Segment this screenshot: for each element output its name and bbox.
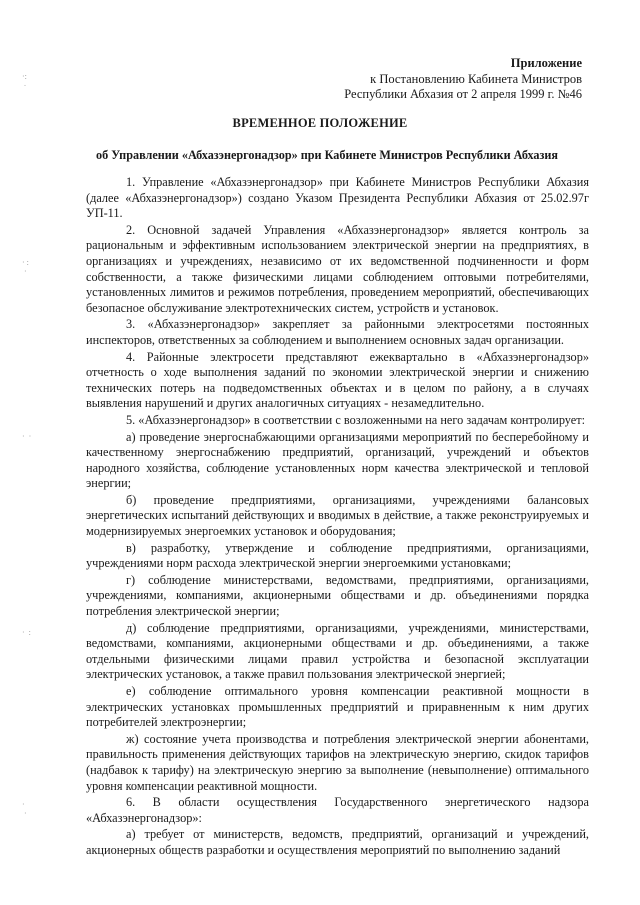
paragraph: 5. «Абхазэнергонадзор» в соответствии с возложенными на него задачам контролирует: — [126, 412, 586, 427]
paragraph: б) проведение предприятиями, организациями, учреждениями балансовых энергетических испытаний действующих и вводимых в действие, а также реконструируемых и модернизируемых энергоемких установок и оборудования; — [86, 492, 589, 539]
appendix-line: к Постановлению Кабинета Министров — [370, 71, 582, 86]
paragraph: е) соблюдение оптимального уровня компенсации реактивной мощности в электрических установках промышленных предприятий и приравненным к ним других потребителей электроэнергии; — [86, 684, 589, 730]
punch-hole-mark: · · — [22, 800, 27, 818]
paragraph: 1. Управление «Абхазэнергонадзор» при Кабинете Министров Республики Абхазия (далее «Абхазэнергонадзор») создано Указом Президента Республики Абхазия от 25.02.97г УП-11. — [86, 175, 589, 221]
appendix-heading: Приложение — [510, 56, 582, 70]
punch-hole-mark: · : — [22, 628, 31, 637]
paragraph: а) требует от министерств, ведомств, предприятий, организаций и учреждений, акционерных обществ разработки и осуществления мероприятий по выполнению заданий — [86, 827, 589, 857]
document-title: ВРЕМЕННОЕ ПОЛОЖЕНИЕ — [232, 116, 408, 130]
paragraph: а) проведение энергоснабжающими организациями мероприятий по бесперебойному и качественному энергоснабжению предприятий, организаций, учреждений и объектов народного хозяйства, соблюдение установленных норм качества электрической и тепловой энергии; — [86, 429, 589, 491]
punch-hole-mark: · · — [22, 432, 32, 441]
paragraph: 4. Районные электросети представляют ежеквартально в «Абхазэнергонадзор» отчетность о ходе выполнения заданий по экономии электрической энергии и снижению технических потерь на подведомственных объектах и в целом по району, а в случаях выявления нарушений и других аналогичных ситуациях - незамедлительно. — [86, 349, 589, 411]
punch-hole-mark: · : · — [22, 258, 29, 276]
paragraph: в) разработку, утверждение и соблюдение предприятиями, организациями, учреждениями норм расхода электрической энергии энергоемкими установками; — [86, 540, 589, 571]
appendix-line: Республики Абхазия от 2 апреля 1999 г. №46 — [344, 87, 582, 101]
punch-hole-mark: ·: ∙ — [22, 72, 27, 90]
paragraph: 6. В области осуществления Государственного энергетического надзора «Абхазэнергонадзор»: — [86, 795, 589, 825]
paragraph: д) соблюдение предприятиями, организациями, учреждениями, министерствами, ведомствами, компаниями, акционерными обществами и др. объединениями, а также отдельными физическими лицами правил устройства и безопасной эксплуатации электрических установок, а также правил пользования электрической энергией; — [86, 620, 589, 682]
paragraph: ж) состояние учета производства и потребления электрической энергии абонентами, правильность применения действующих тарифов на электрическую энергию, скидок тарифов (надбавок к тарифу) на электрическую энергию за выполнение (невыполнение) оптимального уровня компенсации реактивной мощности. — [86, 731, 589, 793]
document-body — [86, 175, 589, 860]
paragraph: г) соблюдение министерствами, ведомствами, предприятиями, организациями, учреждениями, компаниями, акционерными обществами и др. объединениями порядка потребления электрической энергии; — [86, 572, 589, 619]
paragraph: 2. Основной задачей Управления «Абхазэнергонадзор» является контроль за рациональным и эффективным использованием электрической энергии на предприятиях, в организациях и учреждениях, независимо от их ведомственной подчиненности и форм собственности, а также физическими лицами соблюдением оптовыми потребителями, установленных лимитов и режимов потребления, проведением мероприятий, обеспечивающих безопасное обслуживание электротехнических систем, устройств и установок. — [86, 222, 589, 315]
paragraph: 3. «Абхазэнергонадзор» закрепляет за районными электросетями постоянных инспекторов, ответственных за соблюдением и выполнением основных задач организации. — [86, 317, 589, 347]
document-subtitle: об Управлении «Абхазэнергонадзор» при Кабинете Министров Республики Абхазия — [96, 148, 558, 162]
appendix-block — [344, 56, 582, 103]
